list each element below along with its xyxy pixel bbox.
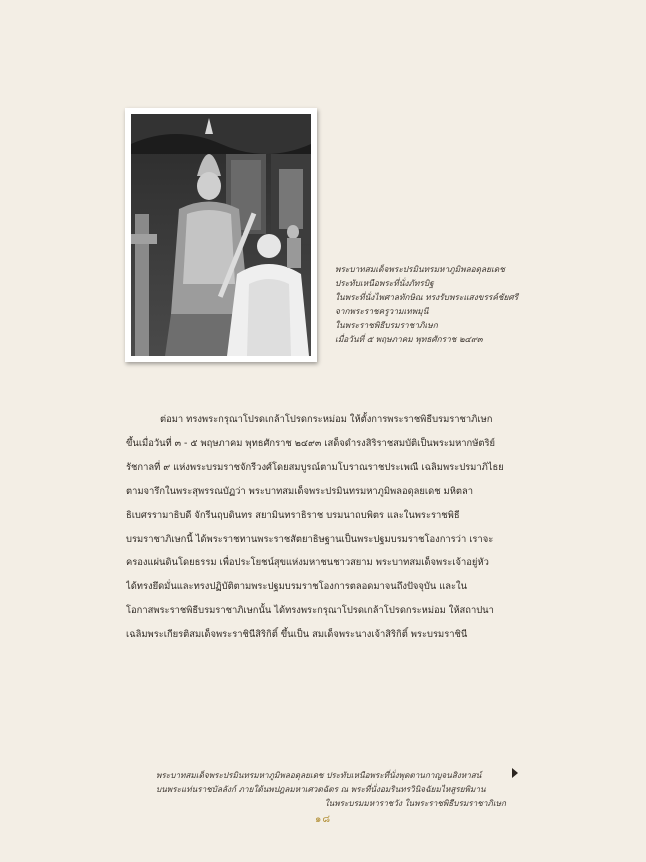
caption-pointer-icon — [512, 768, 518, 778]
coronation-photo-illustration — [131, 114, 311, 356]
caption-line: ประทับเหนือพระที่นั่งภัทรบิฐ — [335, 277, 434, 288]
caption-line: ในพระราชพิธีบรมราชาภิเษก — [335, 319, 438, 330]
body-line: เฉลิมพระเกียรติสมเด็จพระราชินีสิริกิติ์ ขึ้นเป็น สมเด็จพระนางเจ้าสิริกิติ์ พระบรมราชินี — [126, 629, 468, 641]
body-line: ต่อมา ทรงพระกรุณาโปรดเกล้าโปรดกระหม่อม ให้ตั้งการพระราชพิธีบรมราชาภิเษก — [160, 414, 493, 425]
page-number: ๑๘ — [314, 814, 332, 825]
body-line: บรมราชาภิเษกนี้ ได้พระราชทานพระราชสัตยาธิษฐานเป็นพระปฐมบรมราชโองการว่า เราจะ — [126, 533, 494, 545]
body-line: รัชกาลที่ ๙ แห่งพระบรมราชจักรีวงศ์โดยสมบูรณ์ตามโบราณราชประเพณี เฉลิมพระปรมาภิไธย — [126, 461, 504, 473]
body-paragraph — [126, 408, 522, 647]
body-line: โอกาสพระราชพิธีบรมราชาภิเษกนั้น ได้ทรงพระกรุณาโปรดเกล้าโปรดกระหม่อม ให้สถาปนา — [126, 605, 494, 617]
body-line: ขึ้นเมื่อวันที่ ๓ - ๕ พฤษภาคม พุทธศักราช ๒๔๙๓ เสด็จดำรงสิริราชสมบัติเป็นพระมหากษัตริย์ — [126, 437, 496, 449]
photo-frame — [125, 108, 317, 362]
caption-line: จากพระราชครูวามเทพมุนี — [335, 305, 429, 316]
caption2-line: พระบาทสมเด็จพระปรมินทรมหาภูมิพลอดุลยเดช ประทับเหนือพระที่นั่งพุดตานกาญจนสิงหาสน์ — [156, 770, 482, 780]
caption-line: ในพระที่นั่งไพศาลทักษิณ ทรงรับพระแสงขรรค์ชัยศรี — [335, 291, 519, 302]
body-line: ได้ทรงยึดมั่นและทรงปฏิบัติตามพระปฐมบรมราชโองการตลอดมาจนถึงปัจจุบัน และใน — [126, 581, 468, 593]
second-caption — [156, 768, 506, 811]
photo-caption — [335, 263, 545, 346]
caption-line: เมื่อวันที่ ๕ พฤษภาคม พุทธศักราช ๒๔๙๓ — [335, 333, 483, 344]
body-line: ธิเบศรรามาธิบดี จักรีนฤบดินทร สยามินทราธิราช บรมนาถบพิตร และในพระราชพิธี — [126, 509, 460, 521]
caption-line: พระบาทสมเด็จพระปรมินทรมหาภูมิพลอดุลยเดช — [335, 264, 505, 274]
caption2-line: บนพระแท่นราชบัลลังก์ ภายใต้นพปฎลมหาเศวตฉัตร ณ พระที่นั่งอมรินทรวินิจฉัยมไหสูรยพิมาน — [156, 784, 486, 795]
caption2-line: ในพระบรมมหาราชวัง ในพระราชพิธีบรมราชาภิเษก — [324, 798, 506, 809]
body-line: ครองแผ่นดินโดยธรรม เพื่อประโยชน์สุขแห่งมหาชนชาวสยาม พระบาทสมเด็จพระเจ้าอยู่หัว — [126, 557, 489, 569]
coronation-photo — [131, 114, 311, 356]
body-line: ตามจารึกในพระสุพรรณบัฏว่า พระบาทสมเด็จพระปรมินทรมหาภูมิพลอดุลยเดช มหิตลา — [126, 485, 473, 497]
